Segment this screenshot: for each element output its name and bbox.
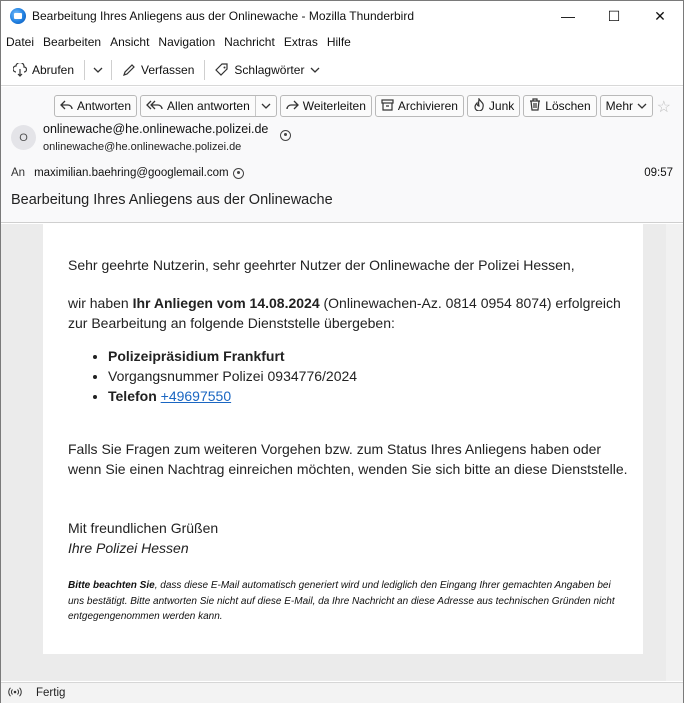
delete-button[interactable] [523, 95, 596, 117]
menu-hilfe[interactable]: Hilfe [326, 35, 351, 49]
question-paragraph: Falls Sie Fragen zum weiteren Vorgehen bzw. zum Status Ihres Anliegens haben oder wenn Sie einen Nachtrag einreichen möchten, wenden Sie sich bitte an diese Dienststelle. [68, 441, 628, 477]
tags-button[interactable] [211, 58, 326, 82]
status-text: Fertig [36, 687, 66, 699]
archive-label: Archivieren [397, 99, 458, 113]
greeting-text: Sehr geehrte Nutzerin, sehr geehrter Nutzer der Onlinewache der Polizei Hessen, [68, 257, 575, 273]
archive-button[interactable] [375, 95, 464, 117]
get-mail-button[interactable] [9, 58, 78, 82]
message-header [1, 87, 683, 223]
forward-label: Weiterleiten [302, 99, 366, 113]
menu-bearbeiten[interactable]: Bearbeiten [43, 35, 102, 49]
flame-icon [473, 98, 485, 114]
message-body-pane [1, 224, 683, 681]
menu-ansicht[interactable]: Ansicht [110, 35, 150, 49]
reply-all-label: Allen antworten [167, 99, 250, 113]
download-icon [13, 63, 27, 77]
phone-label: Telefon [108, 388, 157, 404]
note-text: , dass diese E-Mail automatisch generiert wird und lediglich den Eingang Ihrer gemachten Angaben bei uns bestätigt. Bitte antworten Sie nicht auf diese E-Mail, da Ihre Nachricht an diese Adresse aus technischen Gründen nicht entgegengenommen werden kann. [68, 580, 615, 622]
menu-navigation[interactable]: Navigation [158, 35, 216, 49]
message-subject: Bearbeitung Ihres Anliegens aus der Onlinewache [11, 192, 333, 208]
chevron-down-icon [308, 67, 322, 73]
write-button[interactable] [118, 58, 198, 82]
office-name: Polizeipräsidium Frankfurt [108, 348, 285, 364]
to-label: An [11, 167, 26, 179]
recipient-address[interactable]: maximilian.baehring@googlemail.com [34, 167, 229, 179]
note-bold: Bitte beachten Sie [68, 580, 155, 591]
recipient-row [11, 167, 244, 179]
menu-bar [1, 31, 683, 53]
junk-label: Junk [488, 99, 515, 113]
list-item [108, 386, 357, 406]
delete-label: Löschen [545, 99, 591, 113]
toolbar-divider [111, 60, 112, 80]
menu-extras[interactable]: Extras [283, 35, 318, 49]
reply-icon [60, 99, 73, 114]
office-details-list [108, 346, 357, 406]
tag-icon [215, 63, 229, 77]
menu-datei[interactable]: Datei [6, 35, 35, 49]
intro-prefix: wir haben [68, 295, 133, 311]
window-controls [545, 1, 683, 31]
tags-label: Schlagwörter [234, 62, 305, 77]
more-label: Mehr [605, 99, 633, 113]
signature-text: Ihre Polizei Hessen [68, 540, 189, 556]
forward-icon [286, 99, 299, 114]
list-item [108, 346, 357, 366]
toolbar-divider [84, 60, 85, 80]
case-number: Vorgangsnummer Polizei 0934776/2024 [108, 368, 358, 384]
maximize-button[interactable]: ☐ [607, 7, 621, 24]
contact-icon[interactable] [233, 168, 244, 179]
write-label: Verfassen [141, 62, 195, 77]
reply-all-icon [146, 99, 163, 114]
thunderbird-app-icon [10, 8, 26, 24]
minimize-button[interactable]: — [561, 8, 575, 24]
window-title: Bearbeitung Ihres Anliegens aus der Onlinewache - Mozilla Thunderbird [32, 9, 415, 23]
junk-button[interactable] [467, 95, 520, 117]
chevron-down-icon[interactable] [91, 67, 105, 73]
forward-button[interactable] [280, 95, 372, 117]
star-icon[interactable]: ☆ [656, 99, 671, 116]
message-time: 09:57 [644, 167, 673, 179]
chevron-down-icon [637, 103, 647, 109]
chevron-down-icon[interactable] [256, 103, 276, 109]
contact-icon[interactable] [280, 130, 291, 141]
title-bar [1, 1, 683, 31]
trash-icon [529, 98, 541, 114]
menu-nachricht[interactable]: Nachricht [224, 35, 275, 49]
vertical-scrollbar[interactable] [666, 224, 683, 681]
intro-bold: Ihr Anliegen vom 14.08.2024 [132, 295, 320, 311]
regards-text: Mit freundlichen Grüßen [68, 520, 219, 536]
status-bar [1, 682, 683, 703]
get-mail-label: Abrufen [32, 62, 75, 77]
activity-icon[interactable] [8, 687, 22, 700]
reply-label: Antworten [77, 99, 132, 113]
pencil-icon [122, 63, 136, 77]
reply-button[interactable] [54, 95, 137, 117]
intro-paragraph [68, 293, 628, 333]
avatar: O [11, 125, 36, 150]
disclaimer-note [68, 578, 623, 625]
main-toolbar [1, 54, 683, 86]
intro-suffix: (Onlinewachen-Az. 0814 0954 8074) erfolgreich zur Bearbeitung an folgende Dienststelle übergeben: [68, 295, 621, 331]
list-item [108, 366, 357, 386]
close-button[interactable]: ✕ [654, 7, 666, 24]
phone-link[interactable]: +49697550 [160, 388, 232, 404]
archive-icon [381, 99, 394, 114]
sender-address[interactable]: onlinewache@he.onlinewache.polizei.de [43, 141, 242, 153]
message-content [43, 224, 643, 654]
sender-name[interactable]: onlinewache@he.onlinewache.polizei.de [43, 122, 269, 136]
reply-all-button[interactable] [140, 95, 277, 117]
message-actions [54, 95, 656, 117]
more-button[interactable] [600, 95, 653, 117]
toolbar-divider [204, 60, 205, 80]
